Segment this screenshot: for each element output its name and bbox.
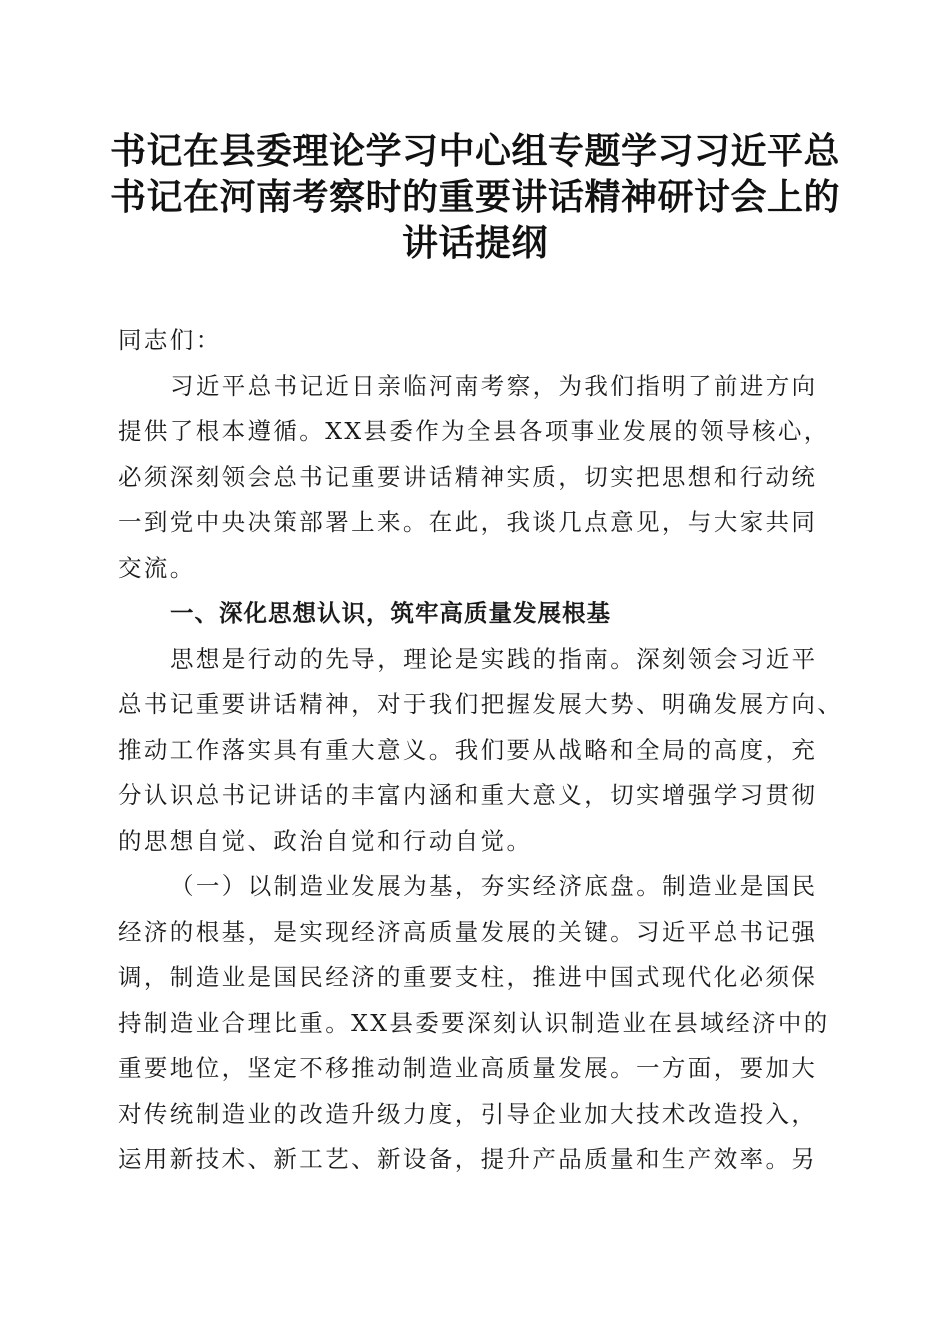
paragraph-line: 推动工作落实具有重大意义。我们要从战略和全局的高度，充 [118,735,818,764]
title-line: 书记在县委理论学习中心组专题学习习近平总 [110,130,841,172]
paragraph-line: 运用新技术、新工艺、新设备，提升产品质量和生产效率。另 [118,1145,818,1173]
title-line: 讲话提纲 [401,222,548,264]
document-title [110,128,840,266]
paragraph-line: 一到党中央决策部署上来。在此，我谈几点意见，与大家共同 [118,508,818,536]
paragraph-line: 总书记重要讲话精神，对于我们把握发展大势、明确发展方向、 [118,690,844,718]
paragraph-line: 经济的根基，是实现经济高质量发展的关键。习近平总书记强 [118,917,818,946]
paragraph-line: 习近平总书记近日亲临河南考察，为我们指明了前进方向 [170,371,818,400]
paragraph-line: 的思想自觉、政治自觉和行动自觉。 [118,826,533,855]
salutation: 同志们： [118,326,222,354]
subsection-paragraph-line: （一）以制造业发展为基，夯实经济底盘。制造业是国民 [170,872,818,900]
title-line: 书记在河南考察时的重要讲话精神研讨会上的 [110,176,841,218]
paragraph-line: 思想是行动的先导，理论是实践的指南。深刻领会习近平 [170,644,818,673]
paragraph-line: 必须深刻领会总书记重要讲话精神实质，切实把思想和行动统 [118,462,818,491]
paragraph-line: 提供了根本遵循。XX县委作为全县各项事业发展的领导核心， [118,417,830,445]
paragraph-line: 交流。 [118,553,196,582]
section-heading: 一、深化思想认识，筑牢高质量发展根基 [170,599,611,627]
paragraph-line: 分认识总书记讲话的丰富内涵和重大意义，切实增强学习贯彻 [118,781,818,809]
paragraph-line: 持制造业合理比重。XX县委要深刻认识制造业在县域经济中的 [118,1008,830,1037]
paragraph-line: 对传统制造业的改造升级力度，引导企业加大技术改造投入， [118,1099,818,1128]
paragraph-line: 重要地位，坚定不移推动制造业高质量发展。一方面，要加大 [118,1054,818,1082]
document-body [118,318,858,1183]
paragraph-line: 调，制造业是国民经济的重要支柱，推进中国式现代化必须保 [118,963,818,991]
